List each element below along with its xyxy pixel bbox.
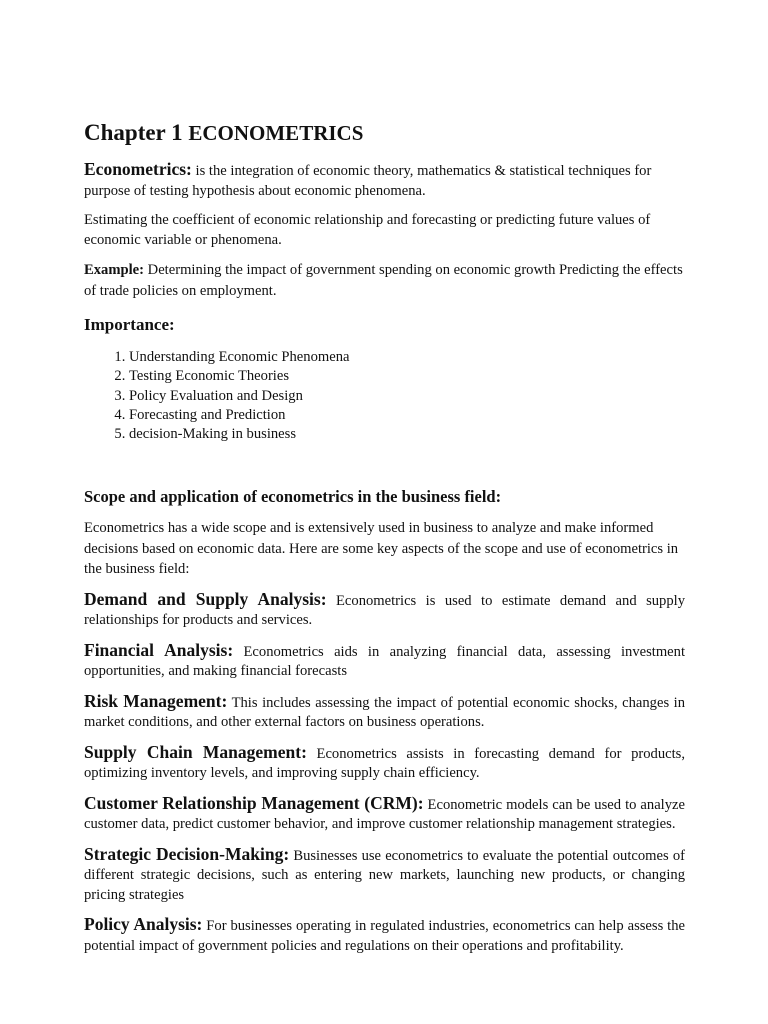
list-item: 3. Policy Evaluation and Design bbox=[129, 387, 685, 406]
scope-item-term: Policy Analysis: bbox=[84, 914, 203, 935]
scope-item-demand-supply bbox=[84, 590, 685, 631]
importance-list bbox=[84, 348, 685, 444]
scope-item-term: Demand and Supply Analysis: bbox=[84, 588, 327, 609]
example-paragraph bbox=[84, 260, 685, 302]
scope-item-term: Risk Management: bbox=[84, 690, 228, 711]
scope-item-text: Econometric models can be used to analyze customer data, predict customer behavior, and improve customer relationship management strategies. bbox=[84, 796, 685, 833]
chapter-prefix: Chapter 1 bbox=[84, 120, 183, 145]
definition-term: Econometrics: bbox=[84, 159, 192, 179]
scope-item-term: Financial Analysis: bbox=[84, 639, 234, 660]
list-item: 5. decision-Making in business bbox=[129, 425, 685, 444]
scope-item-term: Supply Chain Management: bbox=[84, 741, 307, 762]
scope-item-supply-chain bbox=[84, 743, 685, 784]
scope-item-term: Strategic Decision-Making: bbox=[84, 843, 290, 864]
scope-item-risk bbox=[84, 692, 685, 733]
scope-item-term: Customer Relationship Management (CRM): bbox=[84, 792, 424, 813]
example-text: Determining the impact of government spending on economic growth Predicting the effects of trade policies on employment. bbox=[84, 262, 683, 299]
definition-paragraph bbox=[84, 160, 685, 201]
scope-item-text: Businesses use econometrics to evaluate the potential outcomes of different strategic decisions, such as entering new markets, launching new products, or changing pricing strategies bbox=[84, 847, 685, 903]
scope-item-policy bbox=[84, 915, 685, 956]
chapter-heading bbox=[84, 118, 685, 148]
scope-item-text: Econometrics assists in forecasting demand for products, optimizing inventory levels, and improving supply chain efficiency. bbox=[84, 745, 685, 782]
list-item: 2. Testing Economic Theories bbox=[129, 367, 685, 386]
definition-text: is the integration of economic theory, mathematics & statistical techniques for purpose of testing hypothesis about economic phenomena. bbox=[84, 163, 652, 199]
scope-item-text: Econometrics aids in analyzing financial data, assessing investment opportunities, and making financial forecasts bbox=[84, 643, 686, 680]
list-item: 4. Forecasting and Prediction bbox=[129, 406, 685, 425]
chapter-title: ECONOMETRICS bbox=[188, 121, 364, 145]
scope-item-crm bbox=[84, 794, 685, 835]
example-label: Example: bbox=[84, 262, 144, 278]
scope-item-financial bbox=[84, 641, 685, 682]
scope-item-strategic bbox=[84, 845, 685, 906]
scope-item-text: This includes assessing the impact of potential economic shocks, changes in market conditions, and other external factors on business operations. bbox=[84, 694, 686, 731]
scope-heading: Scope and application of econometrics in the business field: bbox=[84, 487, 502, 507]
scope-intro: Econometrics has a wide scope and is extensively used in business to analyze and make informed decisions based on economic data. Here are some key aspects of the scope and use of econometrics in the business field: bbox=[84, 520, 679, 578]
estimating-paragraph: Estimating the coefficient of economic relationship and forecasting or predicting future values of economic variable or phenomena. bbox=[84, 212, 651, 248]
scope-item-text: For businesses operating in regulated industries, econometrics can help assess the potential impact of government policies and regulations on their operations and profitability. bbox=[84, 918, 685, 954]
importance-heading: Importance: bbox=[84, 315, 175, 334]
list-item: 1. Understanding Economic Phenomena bbox=[129, 348, 685, 367]
scope-item-text: Econometrics is used to estimate demand and supply relationships for products and services. bbox=[84, 592, 685, 629]
